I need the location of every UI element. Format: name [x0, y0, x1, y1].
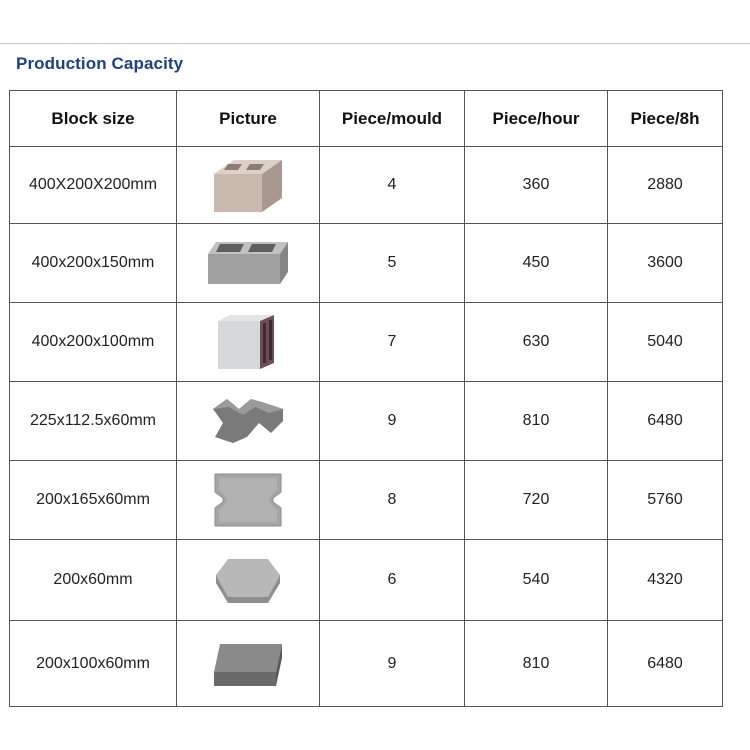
piece-hour-cell: 810 — [465, 382, 608, 461]
piece-hour-cell: 360 — [465, 147, 608, 224]
table-row — [10, 382, 723, 461]
header-piece-mould: Piece/mould — [320, 91, 465, 147]
section-title: Production Capacity — [16, 54, 184, 73]
picture-cell — [177, 540, 320, 621]
zigzag-paver-icon — [209, 393, 287, 449]
piece-mould-cell: 6 — [320, 540, 465, 621]
block-size-cell: 200x165x60mm — [10, 461, 177, 540]
piece-8h-cell: 6480 — [608, 382, 723, 461]
piece-mould-cell: 7 — [320, 303, 465, 382]
piece-8h-cell: 5040 — [608, 303, 723, 382]
piece-mould-cell: 4 — [320, 147, 465, 224]
table-row — [10, 303, 723, 382]
picture-cell — [177, 461, 320, 540]
picture-cell — [177, 147, 320, 224]
hollow-block-thin-icon — [216, 313, 280, 371]
piece-hour-cell: 540 — [465, 540, 608, 621]
piece-hour-cell: 720 — [465, 461, 608, 540]
header-row — [10, 91, 723, 147]
header-picture: Picture — [177, 91, 320, 147]
table-row — [10, 621, 723, 707]
block-size-cell: 400X200X200mm — [10, 147, 177, 224]
production-capacity-table — [9, 90, 723, 707]
piece-8h-cell: 5760 — [608, 461, 723, 540]
top-divider — [0, 43, 750, 44]
piece-mould-cell: 9 — [320, 621, 465, 707]
piece-mould-cell: 8 — [320, 461, 465, 540]
picture-cell — [177, 303, 320, 382]
table-row — [10, 461, 723, 540]
table-row — [10, 147, 723, 224]
block-size-cell: 200x60mm — [10, 540, 177, 621]
i-shape-paver-icon — [211, 470, 285, 530]
piece-mould-cell: 5 — [320, 224, 465, 303]
picture-cell — [177, 224, 320, 303]
block-size-cell: 200x100x60mm — [10, 621, 177, 707]
header-piece-8h: Piece/8h — [608, 91, 723, 147]
block-size-cell: 225x112.5x60mm — [10, 382, 177, 461]
piece-8h-cell: 4320 — [608, 540, 723, 621]
piece-hour-cell: 810 — [465, 621, 608, 707]
table-row — [10, 224, 723, 303]
hexagon-paver-icon — [214, 555, 282, 605]
piece-hour-cell: 630 — [465, 303, 608, 382]
picture-cell — [177, 621, 320, 707]
header-block-size: Block size — [10, 91, 177, 147]
piece-8h-cell: 3600 — [608, 224, 723, 303]
block-size-cell: 400x200x100mm — [10, 303, 177, 382]
piece-8h-cell: 6480 — [608, 621, 723, 707]
piece-hour-cell: 450 — [465, 224, 608, 303]
hollow-block-large-icon — [212, 156, 284, 214]
header-piece-hour: Piece/hour — [465, 91, 608, 147]
rectangle-paver-icon — [210, 638, 286, 690]
table-row — [10, 540, 723, 621]
piece-8h-cell: 2880 — [608, 147, 723, 224]
picture-cell — [177, 382, 320, 461]
piece-mould-cell: 9 — [320, 382, 465, 461]
block-size-cell: 400x200x150mm — [10, 224, 177, 303]
hollow-block-medium-icon — [206, 238, 290, 288]
